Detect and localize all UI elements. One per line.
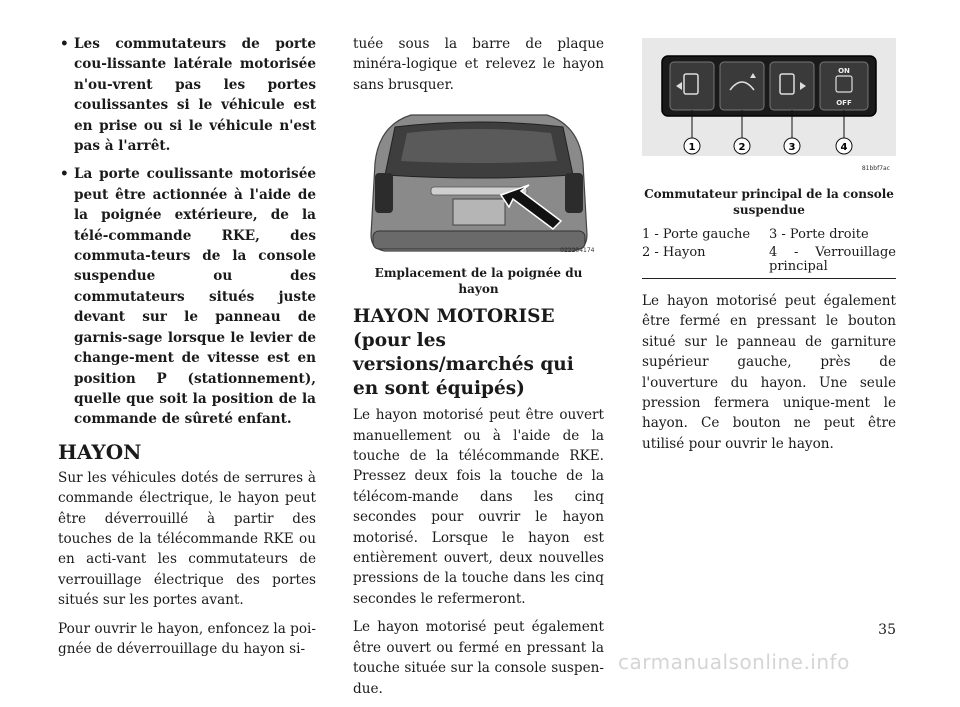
master-lock-switch-icon xyxy=(820,62,868,110)
legend-row xyxy=(642,226,896,244)
right-column xyxy=(642,34,896,462)
switch-off-label: OFF xyxy=(836,99,852,107)
paragraph-power-liftgate-rke: Le hayon motorisé peut être ouvert manuellement ou à l'aide de la touche de la télécommande RKE. Pressez deux fois la touche de la télécom-mande dans les cinq secondes pour ouvrir le hayon motorisé. Lorsque le hayon est entièrement ouvert, deux nouvelles pressions de la touche dans les cinq secondes le refermeront. xyxy=(353,407,604,607)
switch-on-label: ON xyxy=(838,67,850,75)
section-heading-power-liftgate: HAYON MOTORISE (pour les versions/marchés qui en sont équipés) xyxy=(353,306,574,400)
figure-caption-liftgate: Emplacement de la poignée du hayon xyxy=(374,266,583,297)
section-heading-hayon: HAYON xyxy=(58,439,142,464)
paragraph-hayon-unlock: Sur les véhicules dotés de serrures à commande électrique, le hayon peut être déverrouillé à partir des touches de la télécommande RKE ou en acti-vant les commutateurs de verrouillage électrique des portes situés sur les portes avant. xyxy=(58,469,316,609)
legend-liftgate: 2 - Hayon xyxy=(642,244,769,279)
page-number: 35 xyxy=(878,622,896,638)
liftgate-illustration xyxy=(361,103,597,263)
watermark: carmanualsonline.info xyxy=(618,650,850,674)
figure-code: 81bbf7ac xyxy=(861,165,890,172)
right-door-switch-icon xyxy=(770,62,814,110)
middle-column xyxy=(353,34,604,707)
legend-right-door: 3 - Porte droite xyxy=(769,227,869,242)
liftgate-figure xyxy=(361,103,597,263)
overhead-console-illustration xyxy=(642,34,896,184)
paragraph-hayon-open-continued: tuée sous la barre de plaque minéra-logique et relevez le hayon sans brusquer. xyxy=(353,36,604,93)
callout-1: 1 xyxy=(688,142,696,153)
paragraph-hayon-open: Pour ouvrir le hayon, enfoncez la poi-gnée de déverrouillage du hayon si- xyxy=(58,620,316,657)
legend-row xyxy=(642,244,896,279)
bullet-sliding-door-switches: • Les commutateurs de porte cou-lissante latérale motorisée n'ou-vrent pas les portes coulissantes si le véhicule est en prise ou si le véhicule n'est pas à l'arrêt. xyxy=(58,34,316,156)
figure-caption-overhead-console: Commutateur principal de la console suspendue xyxy=(644,187,894,217)
legend-left-door: 1 - Porte gauche xyxy=(642,227,751,242)
figure-code: 022234174 xyxy=(560,246,595,254)
callout-4: 4 xyxy=(840,142,848,153)
liftgate-switch-icon xyxy=(720,62,764,110)
switch-legend-table xyxy=(642,226,896,279)
callout-2: 2 xyxy=(738,142,746,153)
left-column xyxy=(58,34,316,667)
legend-master-lock: 4 - Verrouillage principal xyxy=(769,244,896,279)
bullet-sliding-door-operation: • La porte coulissante motorisée peut être actionnée à l'aide de la poignée extérieure, de la télé-commande RKE, des commuta-teurs de la console suspendue ou des commutateurs situés juste devant sur le panneau de garnis-sage lorsque le levier de change-ment de vitesse est en position P (stationnement), quelle que soit la position de la commande de sûreté enfant. xyxy=(58,164,316,429)
callout-3: 3 xyxy=(788,142,796,153)
overhead-console-figure xyxy=(642,34,896,184)
paragraph-power-liftgate-console: Le hayon motorisé peut également être ouvert ou fermé en pressant la touche située sur la console suspen-due. xyxy=(353,619,604,697)
paragraph-liftgate-close-button: Le hayon motorisé peut également être fermé en pressant le bouton situé sur le panneau de garniture supérieur gauche, près de l'ouverture du hayon. Une seule pression fermera unique-ment le hayon. Ce bouton ne peut être utilisé pour ouvrir le hayon. xyxy=(642,293,896,452)
left-door-switch-icon xyxy=(670,62,714,110)
